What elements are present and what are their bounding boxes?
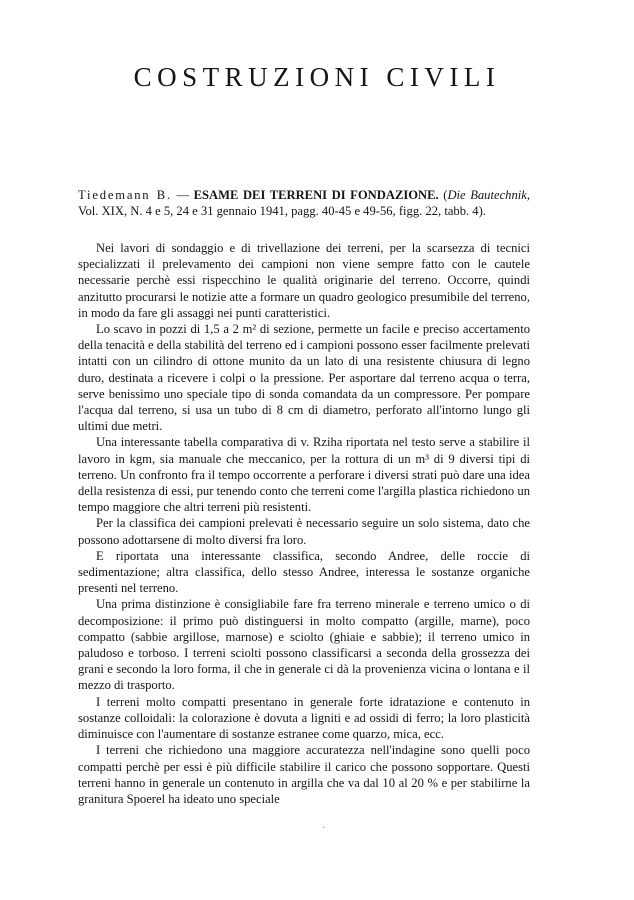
entry-dash: — [171, 188, 194, 202]
entry-citation: Vol. XIX, N. 4 e 5, 24 e 31 gennaio 1941, pagg. 40-45 e 49-56, figg. 22, tabb. 4). [78, 204, 486, 219]
page-title: COSTRUZIONI CIVILI [133, 62, 501, 92]
entry-title: ESAME DEI TERRENI DI FONDAZIONE. [193, 188, 439, 202]
page-mark: · [322, 823, 326, 834]
paragraph: Per la classifica dei campioni prelevati è necessario seguire un solo sistema, dato che possono adottarsene di molto diversi fra loro. [78, 516, 530, 547]
paragraph: Nei lavori di sondaggio e di trivellazione dei terreni, per la scarsezza di tecnici specializzati il prelevamento dei campioni non viene sempre fatto con le cautele necessarie perchè essi rispecchino le qualità originarie del terreno. Occorre, quindi anzitutto procurarsi le notizie atte a formare un quadro geologico presumibile del terreno, in modo da fare gli assaggi nei punti caratteristici. [78, 241, 530, 320]
paragraph: I terreni molto compatti presentano in generale forte idratazione e contenuto in sostanze colloidali: la colorazione è dovuta a ligniti e ad ossidi di ferro; la loro plasticità diminuisce con l'aumentare di sostanze estranee come quarzo, mica, ecc. [78, 694, 530, 742]
entry-heading [78, 187, 530, 219]
paragraph: Una interessante tabella comparativa di v. Rziha riportata nel testo serve a stabilire il lavoro in kgm, sia manuale che meccanico, per la rottura di un m³ di 9 diversi tipi di terreno. Un confronto fra il tempo occorrente a perforare i diversi strati può dare una idea della resistenza di essi, pur tenendo conto che terreni come l'argilla plastica richiedono un tempo maggiore che altri terreni più resistenti. [78, 435, 530, 515]
entry-author: Tiedemann B. [78, 188, 172, 202]
paragraph: Una prima distinzione è consigliabile fare fra terreno minerale e terreno umico o di decomposizione: il primo può distinguersi in molto compatto (argille, marne), poco compatto (sabbie argillose, marnose) e sciolto (ghiaie e sabbie); il terreno umico in paludoso e torboso. I terreni sciolti possono classificarsi a seconda della grossezza dei grani e secondo la loro forma, il che in generale ci dà la provenienza vicina o lontana e il mezzo di trasporto. [78, 597, 530, 693]
paragraph: E riportata una interessante classifica, secondo Andree, delle roccie di sedimentazione; altra classifica, dello stesso Andree, interessa le sostanze organiche presenti nel terreno. [78, 548, 530, 596]
entry-source-open: ( [438, 188, 448, 202]
paragraph: Lo scavo in pozzi di 1,5 a 2 m² di sezione, permette un facile e preciso accertamento della tenacità e della stabilità del terreno ed i campioni possono esser facilmente prelevati intatti con un cilindro di ottone munito da un lato di una resistente chiusura di legno duro, destinata a ricevere i colpi o la pressione. Per asportare dal terreno acqua o terra, serve benissimo uno speciale tipo di sonda comandata da un compressore. Per pompare l'acqua dal terreno, si usa un tubo di 8 cm di diametro, perforato all'intorno lungo gli ultimi due metri. [78, 322, 530, 434]
body-text [78, 240, 530, 807]
entry-source: Die Bautechnik, [447, 188, 530, 202]
paragraph: I terreni che richiedono una maggiore accuratezza nell'indagine sono quelli poco compatti perchè per essi è più difficile stabilire il carico che possono sopportare. Questi terreni hanno in generale un contenuto in argilla che va dal 10 al 20 % e per stabilirne la granitura Spoerel ha ideato uno speciale [78, 743, 530, 806]
